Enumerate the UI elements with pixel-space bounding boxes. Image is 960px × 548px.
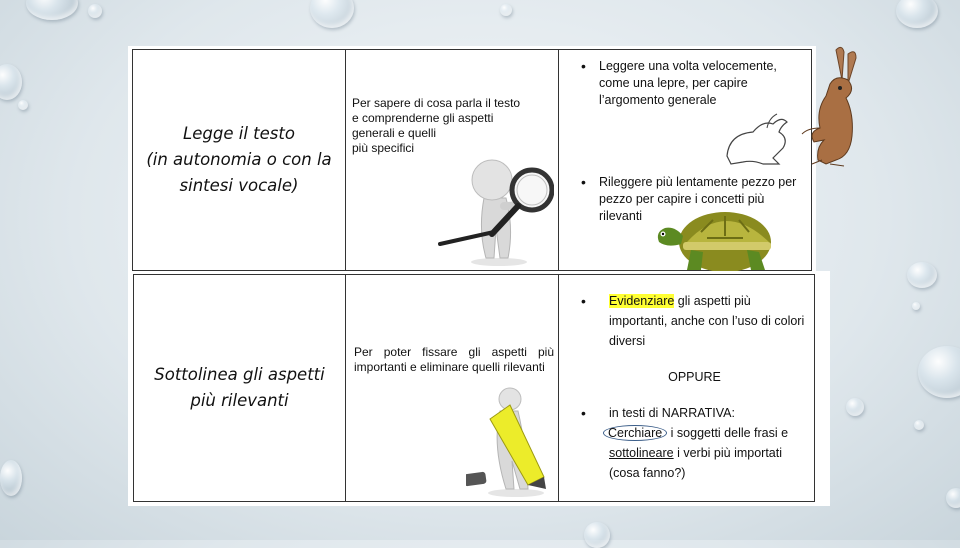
highlighter-figure-illustration: [466, 385, 556, 497]
water-drop: [912, 302, 920, 310]
bullet-item: • Rileggere più lentamente pezzo per pezzo per capire i concetti più rilevanti: [581, 174, 807, 225]
water-drop: [896, 0, 938, 28]
purpose-line: generali e quelli: [352, 126, 437, 140]
bullet-item: [581, 403, 808, 483]
water-drop: [0, 64, 22, 100]
purpose-line: più specifici: [352, 141, 415, 155]
circled-word: Cerchiare: [603, 425, 667, 441]
bullet-item: [581, 291, 808, 351]
bullet-text: i verbi più importati (cosa fanno?): [609, 446, 782, 480]
oppure-label: OPPURE: [668, 370, 721, 384]
method-cell: [559, 50, 812, 271]
hare-sketch-illustration: [723, 112, 793, 168]
hare-illustration: [796, 44, 866, 170]
table-section-read: [128, 46, 816, 271]
highlighted-word: Evidenziare: [609, 294, 675, 308]
water-drop: [946, 488, 960, 508]
water-drop: [914, 420, 924, 430]
bullet-text: gli aspetti più importanti, anche con l’uso di colori diversi: [609, 294, 805, 348]
magnifier-figure-illustration: [434, 150, 554, 268]
table-section-underline: [128, 271, 830, 506]
bullet-text: i soggetti delle frasi e: [667, 426, 789, 440]
purpose-cell: [346, 50, 559, 271]
water-drop: [18, 100, 28, 110]
water-drop: [846, 398, 864, 416]
water-drop: [88, 4, 102, 18]
strategy-table-row-2: [133, 274, 815, 502]
action-subtitle: (in autonomia o con la sintesi vocale): [146, 150, 332, 195]
action-cell: [134, 275, 346, 502]
water-drop: [584, 522, 610, 548]
bullet-text: in testi di NARRATIVA:: [609, 406, 735, 420]
water-drop: [310, 0, 354, 28]
water-drop: [26, 0, 78, 20]
water-drop: [500, 4, 512, 16]
underlined-word: sottolineare: [609, 446, 674, 460]
action-cell: [133, 50, 346, 271]
water-drop: [0, 460, 22, 496]
bullet-item: • Leggere una volta velocemente, come una lepre, per capire l’argomento generale: [581, 58, 807, 109]
purpose-line: e comprenderne gli aspetti: [352, 111, 494, 125]
tortoise-illustration: [647, 202, 779, 280]
action-title: Legge il testo: [183, 124, 295, 143]
water-drop: [907, 262, 937, 288]
purpose-line: Per sapere di cosa parla il testo: [352, 96, 521, 110]
method-cell: [559, 275, 815, 502]
purpose-text: Per poter fissare gli aspetti più importanti e eliminare quelli rilevanti: [354, 345, 554, 374]
water-drop: [918, 346, 960, 398]
action-title: Sottolinea gli aspetti più rilevanti: [154, 365, 325, 410]
purpose-cell: [346, 275, 559, 502]
strategy-table-row-1: [132, 49, 812, 271]
